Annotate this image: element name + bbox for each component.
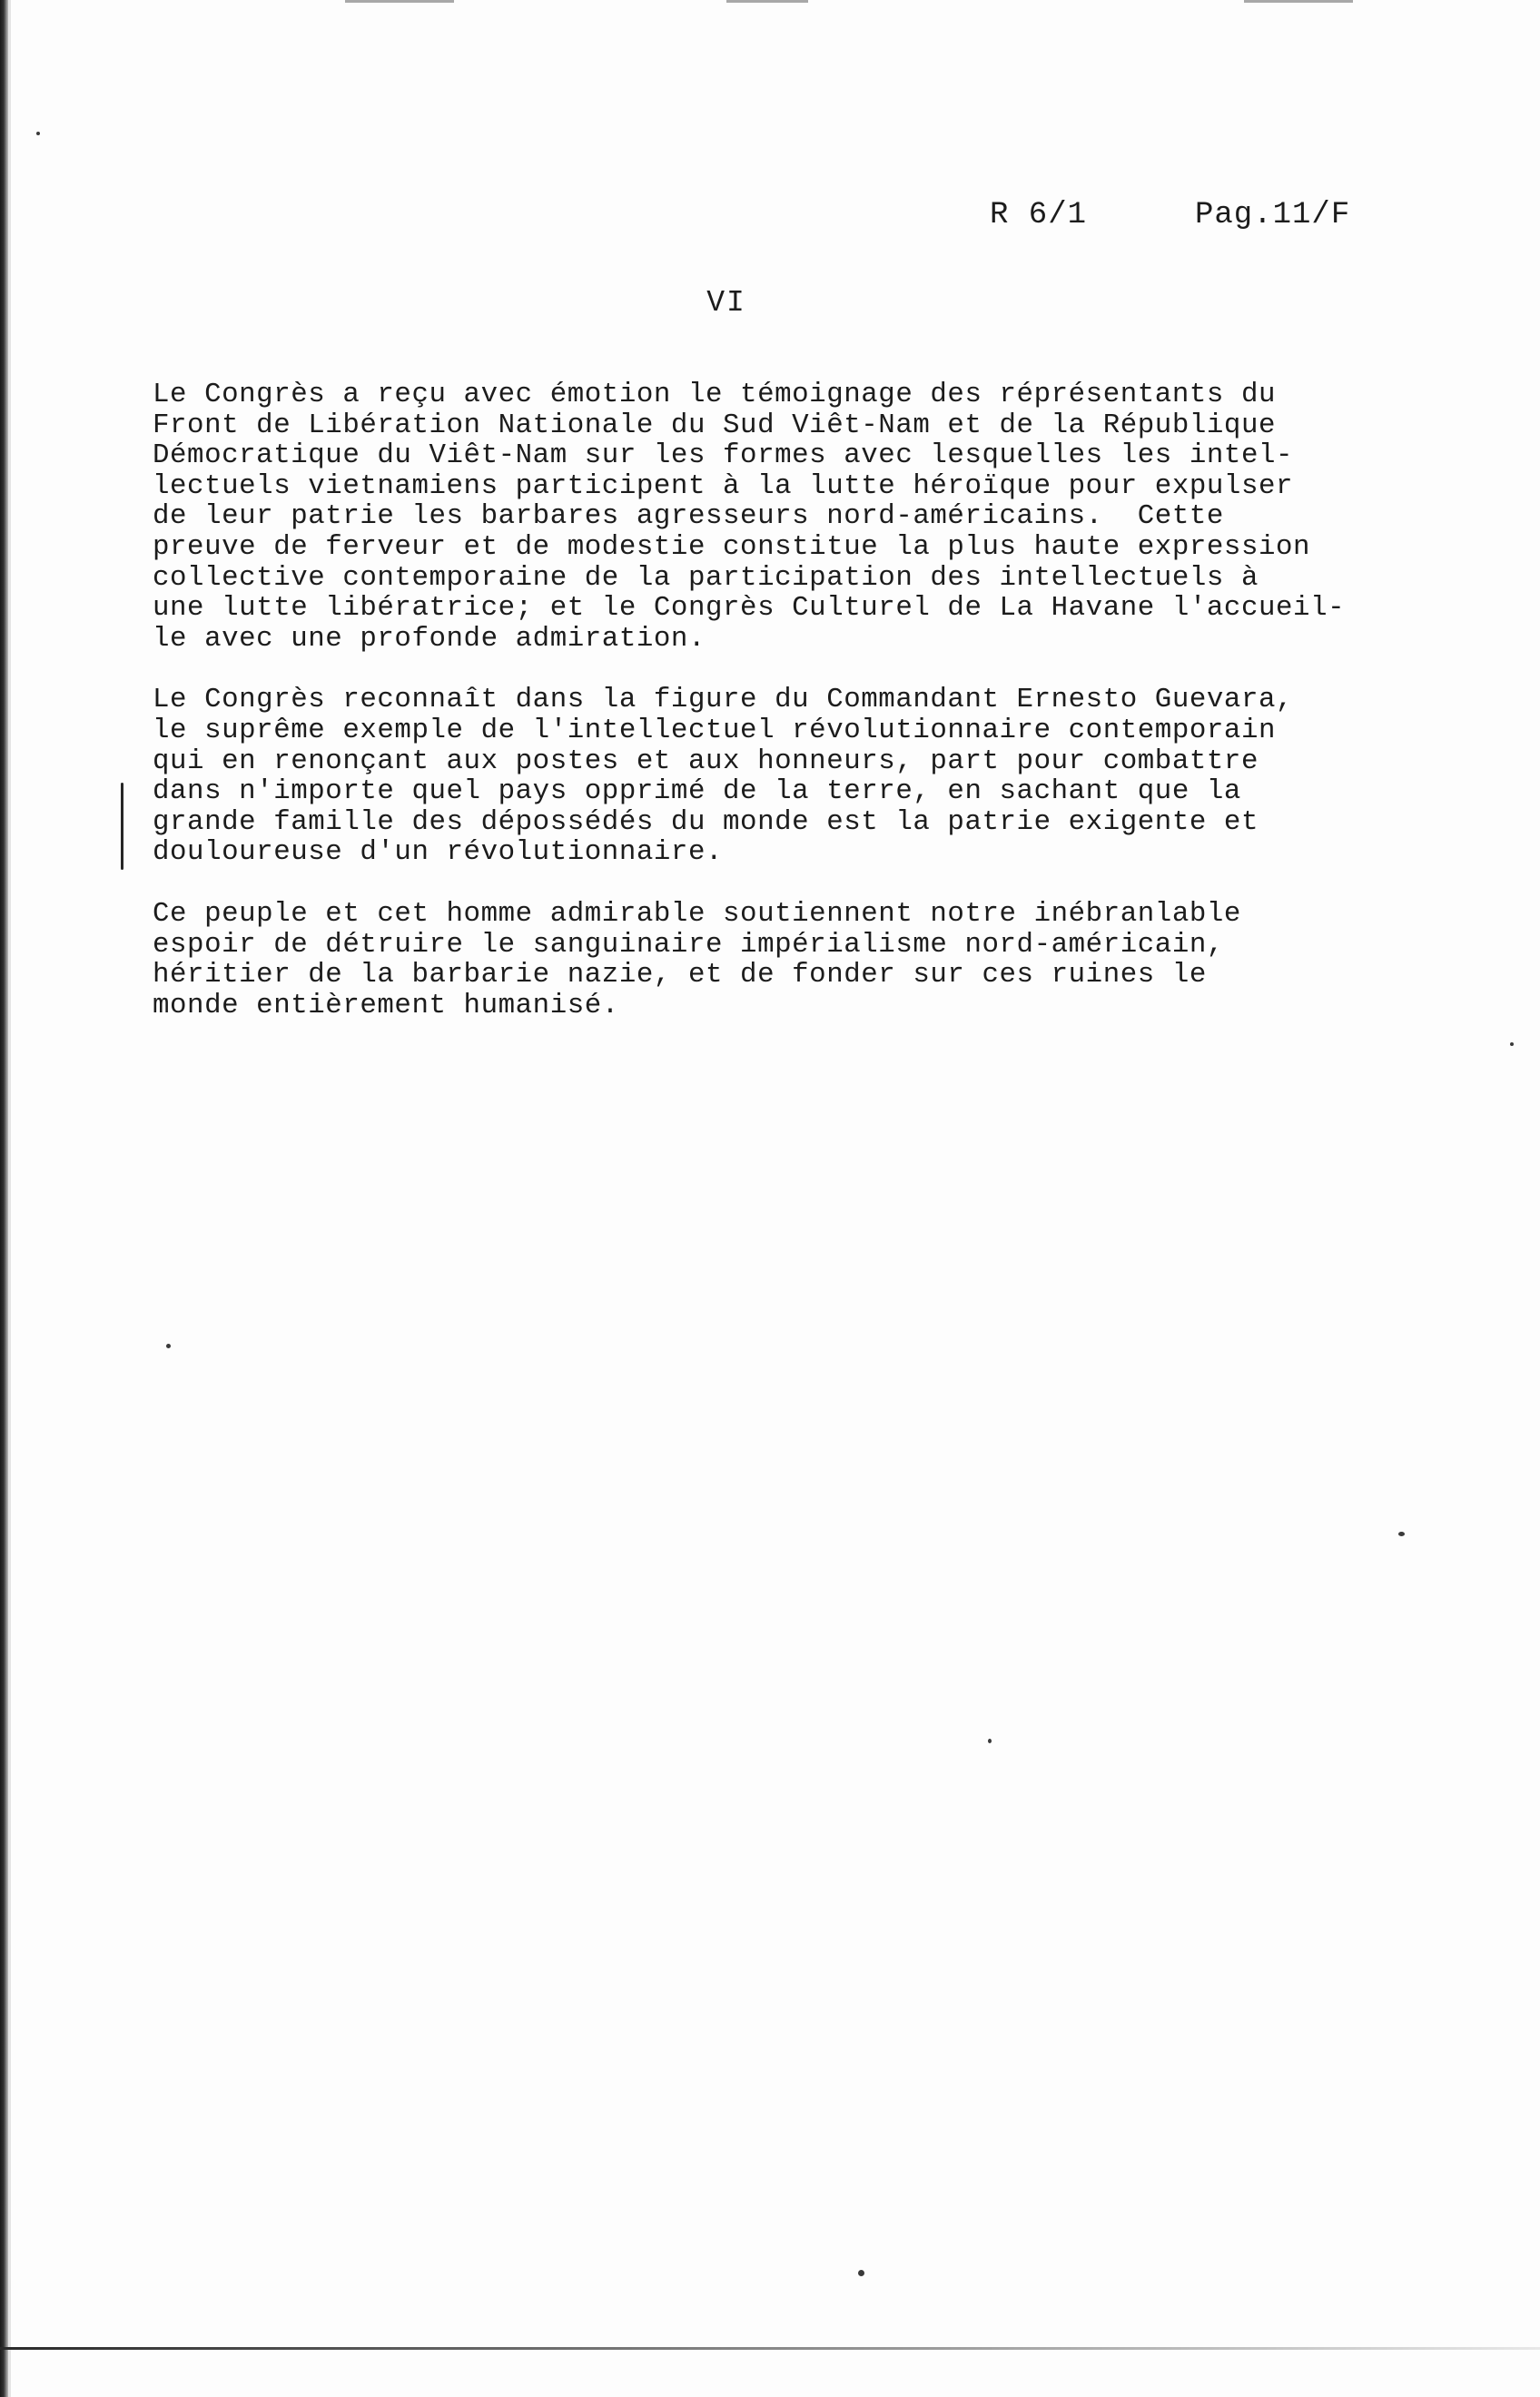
text-line: espoir de détruire le sanguinaire impérialisme nord-américain, [153,928,1224,961]
page-number: Pag.11/F [1195,198,1351,232]
text-line: de leur patrie les barbares agresseurs nord-américains. Cette [153,500,1224,533]
text-line: qui en renonçant aux postes et aux honneurs, part pour combattre [153,745,1259,777]
text-line: collective contemporaine de la participation des intellectuels à [153,561,1259,594]
text-line: dans n'importe quel pays opprimé de la terre, en sachant que la [153,775,1241,808]
text-line: Front de Libération Nationale du Sud Viêt-Nam et de la République [153,409,1277,441]
page-top-edge-mark [1244,0,1353,3]
page-bottom-edge [0,2347,1540,2350]
page-left-edge-shadow [8,0,11,2397]
document-body [153,380,1442,1051]
document-reference-header [990,198,1444,232]
paragraph-vietnam [153,380,1442,654]
page-left-edge [0,0,8,2397]
text-line: grande famille des dépossédés du monde est la patrie exigente et [153,805,1259,838]
text-line: Démocratique du Viêt-Nam sur les formes avec lesquelles les intel- [153,439,1294,472]
text-line: monde entièrement humanisé. [153,989,619,1021]
text-line: héritier de la barbarie nazie, et de fonder sur ces ruines le [153,959,1207,991]
scan-speck [166,1344,171,1348]
text-line: le avec une profonde admiration. [153,622,706,655]
paragraph-conclusion [153,899,1442,1021]
text-line: lectuels vietnamiens participent à la lutte héroïque pour expulser [153,469,1294,502]
page-top-edge-mark [726,0,808,3]
scan-speck [1510,1042,1514,1046]
text-line: Le Congrès a reçu avec émotion le témoignage des réprésentants du [153,379,1277,410]
scan-speck [858,2270,864,2276]
margin-annotation-bar [121,783,123,870]
text-line: une lutte libératrice; et le Congrès Culturel de La Havane l'accueil- [153,592,1346,625]
scan-speck [36,132,40,135]
scan-speck [988,1739,992,1743]
text-line: Ce peuple et cet homme admirable soutiennent notre inébranlable [153,897,1241,930]
text-line: preuve de ferveur et de modestie constitue la plus haute expression [153,530,1311,563]
scan-speck [1398,1532,1405,1536]
text-line: Le Congrès reconnaît dans la figure du Commandant Ernesto Guevara, [153,684,1294,716]
text-line: douloureuse d'un révolutionnaire. [153,836,724,869]
paragraph-guevara [153,685,1442,868]
section-heading: VI [706,286,746,320]
page-top-edge-mark [345,0,454,3]
document-reference: R 6/1 [990,198,1088,232]
text-line: le suprême exemple de l'intellectuel révolutionnaire contemporain [153,714,1277,746]
